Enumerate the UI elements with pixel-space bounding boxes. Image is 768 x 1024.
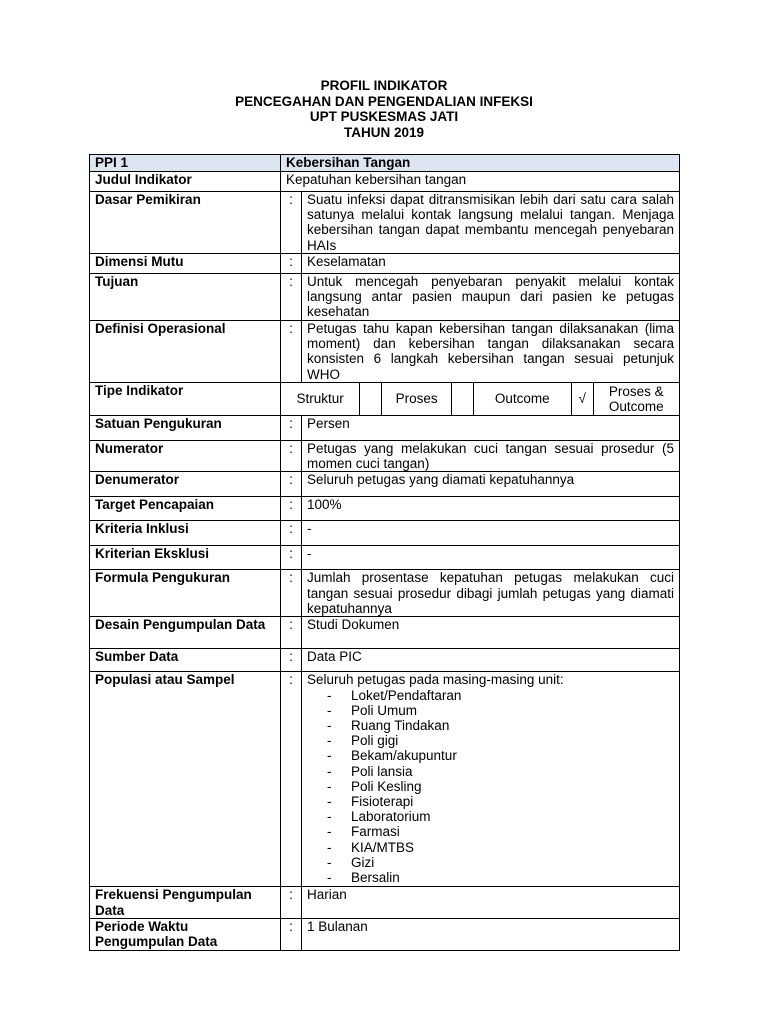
- row-tipe: [90, 383, 680, 416]
- row-eksklusi: [90, 546, 680, 570]
- tipe-struktur: Struktur: [296, 391, 344, 407]
- denumerator-label: Denumerator: [90, 472, 281, 497]
- colon: :: [281, 672, 302, 887]
- doc-subtitle: PENCEGAHAN DAN PENGENDALIAN INFEKSI: [235, 93, 533, 109]
- dasar-label: Dasar Pemikiran: [90, 192, 281, 254]
- frekuensi-label: Frekuensi Pengumpulan Data: [90, 887, 281, 918]
- list-item: - Poli Umum: [327, 702, 418, 718]
- row-sumber: [90, 649, 680, 672]
- colon: :: [281, 321, 302, 383]
- tipe-proses: Proses: [382, 383, 452, 415]
- row-definisi: [90, 321, 680, 383]
- colon: :: [281, 918, 302, 950]
- dasar-value: Suatu infeksi dapat ditransmisikan lebih dari satu cara salah satunya melalui kontak langsung melalui tangan. Menjaga kebersihan tangan dapat membantu mencegah penyebaran HAIs: [302, 192, 680, 254]
- ppi-value: Kebersihan Tangan: [281, 155, 680, 172]
- list-item: - Loket/Pendaftaran: [327, 687, 462, 703]
- colon: :: [281, 254, 302, 274]
- tipe-outcome: Outcome: [473, 383, 571, 415]
- sumber-label: Sumber Data: [90, 649, 281, 672]
- colon: :: [281, 546, 302, 570]
- dimensi-value: Keselamatan: [302, 254, 680, 274]
- numerator-value: Petugas yang melakukan cuci tangan sesuai prosedur (5 momen cuci tangan): [302, 441, 680, 472]
- tipe-options: [281, 383, 680, 416]
- doc-title: PROFIL INDIKATOR: [320, 78, 448, 93]
- ppi-label: PPI 1: [90, 155, 281, 172]
- inklusi-value: -: [302, 521, 680, 546]
- colon: :: [281, 192, 302, 254]
- tipe-proses-outcome-line2: Outcome: [608, 399, 664, 414]
- colon: :: [281, 441, 302, 472]
- list-item: - Bekam/akupuntur: [327, 748, 457, 764]
- indicator-profile-table: [89, 154, 680, 951]
- list-item: - KIA/MTBS: [327, 839, 415, 855]
- row-desain: [90, 617, 680, 649]
- denumerator-value: Seluruh petugas yang diamati kepatuhannya: [302, 472, 680, 497]
- colon: :: [281, 416, 302, 441]
- row-judul: [90, 172, 680, 192]
- frekuensi-value: Harian: [302, 887, 680, 918]
- check-mark-icon: √: [571, 383, 593, 415]
- numerator-label: Numerator: [90, 441, 281, 472]
- definisi-label: Definisi Operasional: [90, 321, 281, 383]
- colon: :: [281, 497, 302, 521]
- formula-label: Formula Pengukuran: [90, 570, 281, 617]
- row-periode: [90, 918, 680, 950]
- tipe-proses-outcome: [593, 383, 679, 415]
- desain-value: Studi Dokumen: [302, 617, 680, 649]
- document-header: [0, 78, 768, 140]
- target-label: Target Pencapaian: [90, 497, 281, 521]
- doc-institution: UPT PUSKESMAS JATI: [309, 109, 459, 124]
- sumber-value: Data PIC: [302, 649, 680, 672]
- populasi-intro: Seluruh petugas pada masing-masing unit:: [307, 672, 564, 688]
- row-formula: [90, 570, 680, 617]
- colon: :: [281, 617, 302, 649]
- row-populasi: [90, 672, 680, 887]
- row-frekuensi: [90, 887, 680, 918]
- dimensi-label: Dimensi Mutu: [90, 254, 281, 274]
- row-tujuan: [90, 274, 680, 321]
- target-value: 100%: [302, 497, 680, 521]
- row-numerator: [90, 441, 680, 472]
- formula-value: Jumlah prosentase kepatuhan petugas melakukan cuci tangan sesuai prosedur dibagi jumlah petugas yang diamati kepatuhannya: [302, 570, 680, 617]
- list-item: - Poli gigi: [327, 733, 399, 749]
- list-item: - Poli lansia: [327, 763, 413, 779]
- row-dasar: [90, 192, 680, 254]
- list-item: - Bersalin: [327, 870, 400, 886]
- tipe-struktur-check: [360, 383, 382, 415]
- populasi-label: Populasi atau Sampel: [90, 672, 281, 887]
- tipe-options-table: [281, 383, 679, 415]
- tujuan-value: Untuk mencegah penyebaran penyakit melalui kontak langsung antar pasien maupun dari pasien ke petugas kesehatan: [302, 274, 680, 321]
- row-target: [90, 497, 680, 521]
- unit-list: [307, 688, 674, 886]
- ppi-row: [90, 155, 680, 172]
- list-item: - Ruang Tindakan: [327, 718, 450, 734]
- judul-value: Kepatuhan kebersihan tangan: [281, 172, 680, 192]
- inklusi-label: Kriteria Inklusi: [90, 521, 281, 546]
- list-item: - Poli Kesling: [327, 778, 422, 794]
- list-item: - Laboratorium: [327, 809, 431, 825]
- colon: :: [281, 472, 302, 497]
- tipe-proses-outcome-line1: Proses &: [608, 383, 664, 399]
- periode-value: 1 Bulanan: [302, 918, 680, 950]
- list-item: - Gizi: [327, 854, 375, 870]
- colon: :: [281, 274, 302, 321]
- row-satuan: [90, 416, 680, 441]
- tujuan-label: Tujuan: [90, 274, 281, 321]
- row-inklusi: [90, 521, 680, 546]
- desain-label: Desain Pengumpulan Data: [90, 617, 281, 649]
- definisi-value: Petugas tahu kapan kebersihan tangan dilaksanakan (lima moment) dan kebersihan tangan dilaksanakan secara konsisten 6 langkah kebersihan tangan sesuai petunjuk WHO: [302, 321, 680, 383]
- doc-year: TAHUN 2019: [343, 124, 425, 140]
- populasi-value: [302, 672, 680, 887]
- satuan-label: Satuan Pengukuran: [90, 416, 281, 441]
- row-dimensi: [90, 254, 680, 274]
- list-item: - Farmasi: [327, 824, 400, 840]
- satuan-value: Persen: [302, 416, 680, 441]
- colon: :: [281, 649, 302, 672]
- judul-label: Judul Indikator: [90, 172, 281, 192]
- colon: :: [281, 521, 302, 546]
- tipe-proses-check: [452, 383, 474, 415]
- tipe-label: Tipe Indikator: [90, 383, 281, 416]
- row-denumerator: [90, 472, 680, 497]
- colon: :: [281, 887, 302, 918]
- periode-label: Periode Waktu Pengumpulan Data: [90, 918, 281, 950]
- colon: :: [281, 570, 302, 617]
- eksklusi-label: Kriterian Eksklusi: [90, 546, 281, 570]
- list-item: - Fisioterapi: [327, 794, 414, 810]
- eksklusi-value: -: [302, 546, 680, 570]
